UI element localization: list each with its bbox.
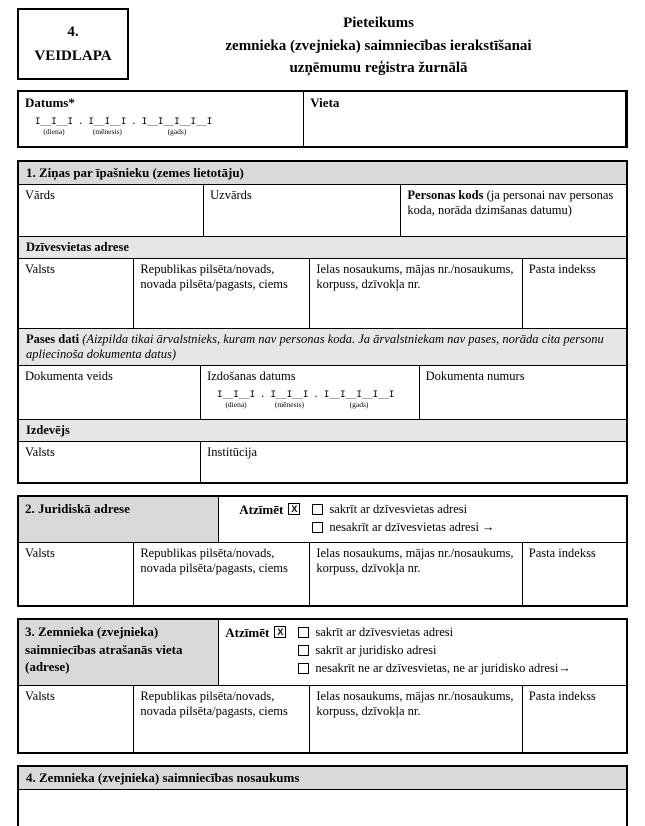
section-3-header-row — [19, 620, 626, 686]
form-title-line2: zemnieka (zvejnieka) saimniecības ierakstīšanai — [225, 37, 532, 54]
farm-name-input-cell[interactable] — [19, 790, 626, 826]
date-day-boxes: I__I__I — [217, 390, 256, 400]
document-number-cell[interactable] — [420, 366, 626, 419]
option-match-residence-address[interactable] — [312, 502, 494, 517]
country-label: Valsts — [25, 262, 55, 276]
passport-header-note: (Aizpilda tikai ārvalstnieks, kuram nav personas koda. Ja ārvalstniekam nav pases, norāda cita personu apliecinoša dokumenta datus) — [26, 332, 604, 361]
section-3-options — [298, 623, 570, 679]
section-2-title: 2. Juridiskā adrese — [19, 497, 219, 542]
postal-label: Pasta indekss — [528, 546, 596, 560]
section-1 — [17, 160, 628, 484]
place-field-cell[interactable] — [304, 92, 626, 146]
issuer-institution-label: Institūcija — [207, 445, 258, 459]
date-day-group — [35, 117, 73, 136]
date-field-cell[interactable] — [19, 92, 304, 146]
legal-city-cell[interactable] — [134, 543, 310, 605]
postal-label: Pasta indekss — [528, 262, 596, 276]
section-3-options-cell — [219, 620, 626, 685]
issuer-header: Izdevējs — [19, 420, 626, 442]
date-month-group — [88, 117, 126, 136]
legal-address-row — [19, 543, 626, 605]
date-year-group — [142, 117, 212, 136]
street-label: Ielas nosaukums, mājas nr./nosaukums, korpuss, dzīvokļa nr. — [316, 546, 514, 575]
issuer-country-cell[interactable] — [19, 442, 201, 482]
last-name-cell[interactable] — [204, 185, 401, 236]
issuer-institution-cell[interactable] — [201, 442, 626, 482]
option-match-residence-address[interactable] — [298, 625, 570, 640]
legal-postal-cell[interactable] — [523, 543, 626, 605]
section-4 — [17, 765, 628, 826]
checkbox-icon[interactable] — [312, 522, 323, 533]
farm-city-cell[interactable] — [134, 686, 310, 752]
residence-country-cell[interactable] — [19, 259, 134, 328]
issuer-country-label: Valsts — [25, 445, 55, 459]
personal-code-label: Personas kods — [407, 188, 484, 202]
passport-row — [19, 366, 626, 420]
personal-code-cell[interactable] — [401, 185, 626, 236]
date-separator: . — [313, 390, 319, 400]
city-label: Republikas pilsēta/novads, novada pilsēta/pagasts, ciems — [140, 262, 288, 291]
date-day-caption: (diena) — [43, 127, 65, 136]
issuer-row — [19, 442, 626, 482]
section-2 — [17, 495, 628, 607]
date-month-boxes: I__I__I — [270, 390, 309, 400]
form-title-line1: Pieteikums — [343, 15, 414, 31]
issue-date-input-blanks[interactable] — [207, 390, 413, 409]
section-1-title: 1. Ziņas par īpašnieku (zemes lietotāju) — [19, 162, 626, 185]
date-year-boxes: I__I__I__I__I — [141, 117, 213, 127]
passport-header-label: Pases dati — [26, 332, 80, 346]
residence-city-cell[interactable] — [134, 259, 310, 328]
date-separator: . — [77, 117, 84, 127]
form-number: 4. — [67, 23, 79, 40]
date-separator: . — [131, 117, 137, 127]
date-year-caption: (gads) — [167, 127, 187, 136]
street-label: Ielas nosaukums, mājas nr./nosaukums, korpuss, dzīvokļa nr. — [316, 689, 514, 718]
street-label: Ielas nosaukums, mājas nr./nosaukums, korpuss, dzīvokļa nr. — [316, 262, 514, 291]
country-label: Valsts — [25, 689, 55, 703]
mark-label: Atzīmēt — [239, 502, 284, 517]
legal-street-cell[interactable] — [310, 543, 522, 605]
checked-box-icon — [288, 503, 300, 515]
date-day-boxes: I__I__I — [35, 117, 73, 127]
date-day-group — [217, 390, 255, 409]
option-label: sakrīt ar dzīvesvietas adresi — [315, 625, 454, 639]
form-number-label: VEIDLAPA — [34, 47, 112, 64]
document-type-cell[interactable] — [19, 366, 201, 419]
date-month-group — [270, 390, 308, 409]
legal-country-cell[interactable] — [19, 543, 134, 605]
farm-postal-cell[interactable] — [523, 686, 626, 752]
checkbox-icon[interactable] — [298, 645, 309, 656]
section-3 — [17, 618, 628, 754]
section-2-header-row — [19, 497, 626, 543]
option-label: sakrīt ar juridisko adresi — [315, 643, 437, 657]
checked-glyph: X — [277, 627, 284, 637]
date-year-group — [324, 390, 394, 409]
first-name-label: Vārds — [25, 188, 55, 202]
farm-location-address-row — [19, 686, 626, 752]
form-title — [129, 6, 628, 80]
date-place-block — [17, 90, 628, 148]
mark-label: Atzīmēt — [225, 625, 270, 640]
section-4-title: 4. Zemnieka (zvejnieka) saimniecības nosaukums — [19, 767, 626, 790]
owner-name-row — [19, 185, 626, 237]
checked-glyph: X — [291, 504, 298, 514]
city-label: Republikas pilsēta/novads, novada pilsēta/pagasts, ciems — [140, 546, 288, 575]
date-year-boxes: I__I__I__I__I — [323, 390, 395, 400]
checkbox-icon[interactable] — [312, 504, 323, 515]
first-name-cell[interactable] — [19, 185, 204, 236]
form-number-box — [17, 8, 129, 80]
option-label: sakrīt ar dzīvesvietas adresi — [329, 502, 468, 516]
date-month-boxes: I__I__I — [88, 117, 127, 127]
form-header — [17, 6, 628, 80]
date-input-blanks[interactable] — [25, 117, 297, 136]
country-label: Valsts — [25, 546, 55, 560]
personal-code-note: (ja personai nav personas koda, norāda dzimšanas datumu) — [407, 188, 614, 217]
date-separator: . — [260, 390, 266, 400]
date-year-caption: (gads) — [349, 400, 369, 409]
farm-street-cell[interactable] — [310, 686, 522, 752]
option-label: nesakrīt ar dzīvesvietas adresi → — [329, 520, 495, 534]
residence-address-header: Dzīvesvietas adrese — [19, 237, 626, 259]
section-3-mark-area — [223, 623, 622, 679]
residence-street-cell[interactable] — [310, 259, 522, 328]
section-2-options — [312, 500, 494, 538]
document-number-label: Dokumenta numurs — [425, 369, 525, 383]
city-label: Republikas pilsēta/novads, novada pilsēta/pagasts, ciems — [140, 689, 288, 718]
date-month-caption: (mēnesis) — [92, 127, 122, 136]
checkbox-icon[interactable] — [298, 627, 309, 638]
checkbox-icon[interactable] — [298, 663, 309, 674]
passport-header — [19, 329, 626, 366]
farm-country-cell[interactable] — [19, 686, 134, 752]
option-differ-both-addresses[interactable] — [298, 661, 570, 676]
section-2-options-cell — [219, 497, 626, 542]
section-3-title: 3. Zemnieka (zvejnieka) saimniecības atrašanās vieta (adrese) — [19, 620, 219, 685]
checked-box-icon — [274, 626, 286, 638]
issue-date-label: Izdošanas datums — [207, 369, 296, 383]
date-day-caption: (diena) — [225, 400, 247, 409]
option-differ-residence-address[interactable] — [312, 520, 494, 535]
residence-address-row — [19, 259, 626, 329]
issue-date-cell[interactable] — [201, 366, 420, 419]
residence-postal-cell[interactable] — [523, 259, 626, 328]
document-type-label: Dokumenta veids — [25, 369, 113, 383]
last-name-label: Uzvārds — [210, 188, 252, 202]
date-month-caption: (mēnesis) — [274, 400, 304, 409]
date-label: Datums* — [25, 95, 75, 110]
place-label: Vieta — [310, 95, 340, 110]
section-2-mark-area — [223, 500, 622, 538]
postal-label: Pasta indekss — [528, 689, 596, 703]
form-title-line3: uzņēmumu reģistra žurnālā — [289, 60, 468, 76]
option-label: nesakrīt ne ar dzīvesvietas, ne ar juridisko adresi→ — [315, 661, 571, 675]
option-match-legal-address[interactable] — [298, 643, 570, 658]
